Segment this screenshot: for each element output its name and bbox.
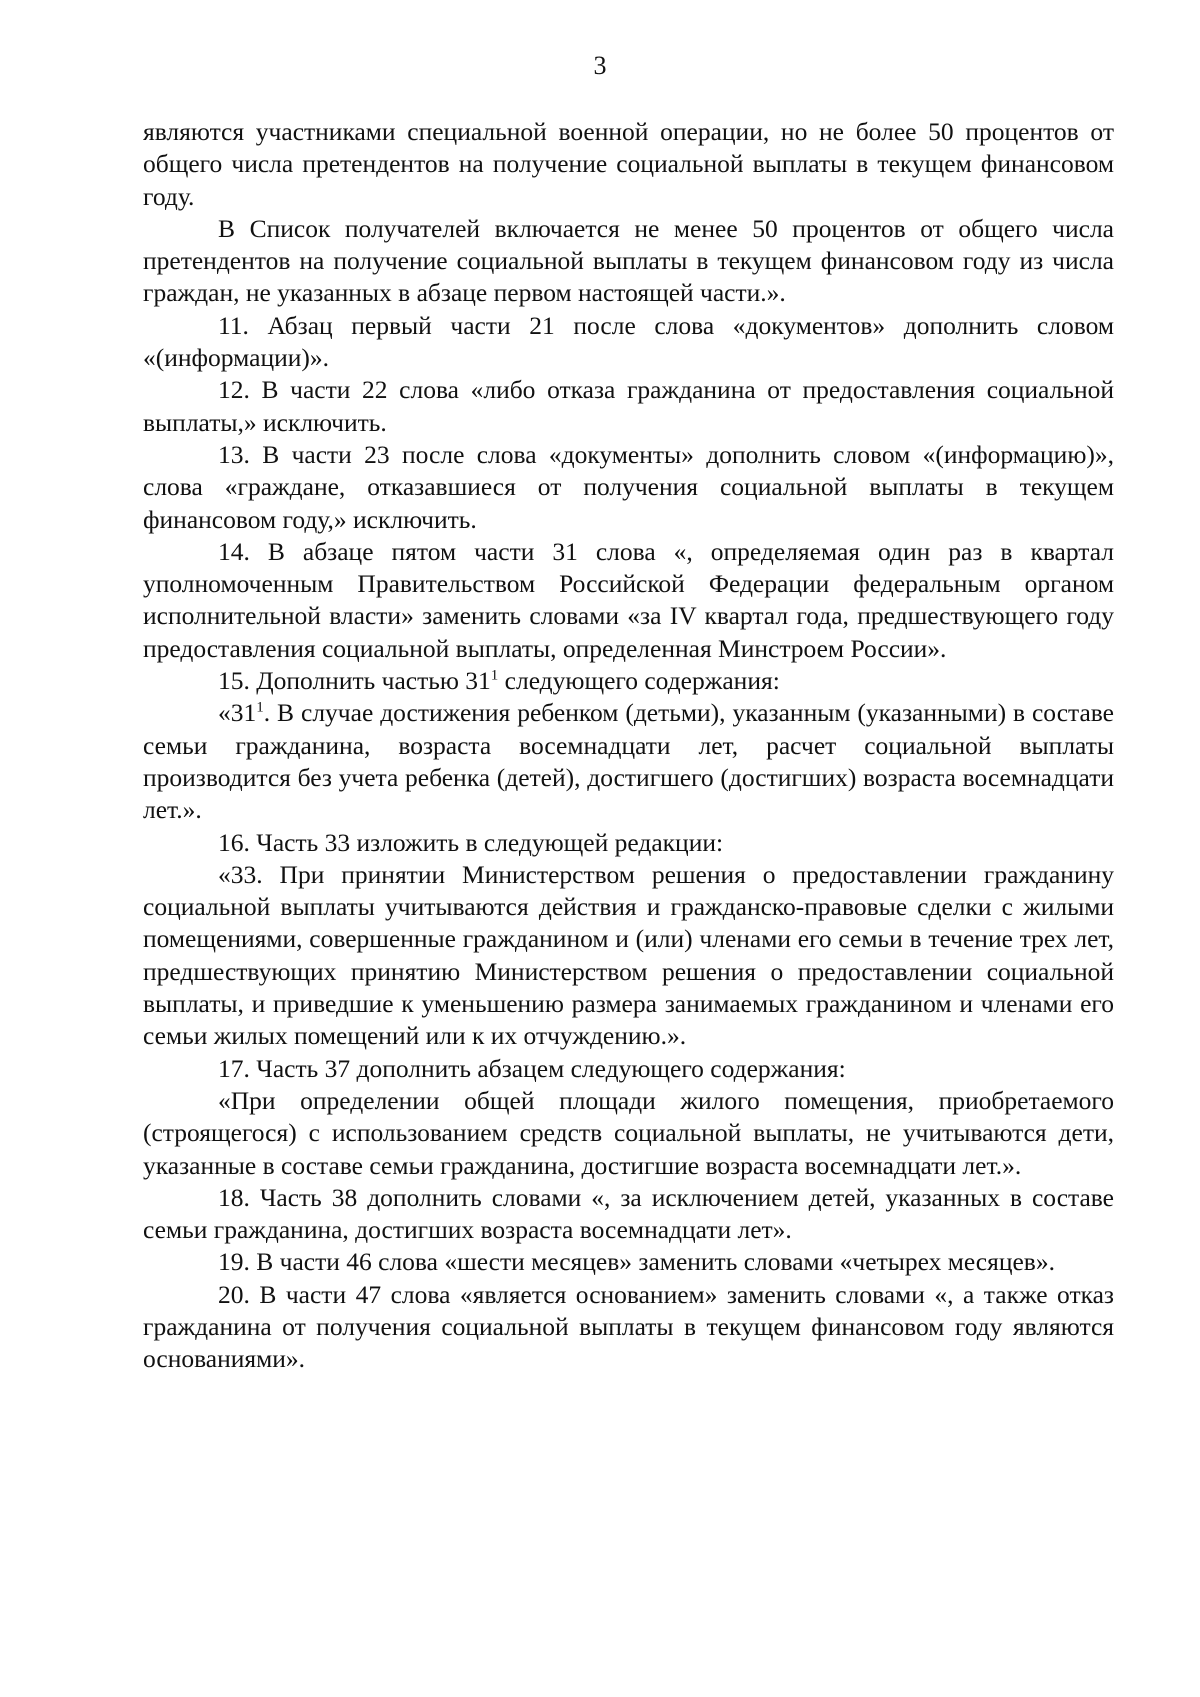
part-31-1-text-after: . В случае достижения ребенком (детьми), указанным (указанными) в составе семьи гражданина, возраста восемнадцати лет, расчет социальной выплаты производится без учета ребенка (детей), достигшего (достигших) возраста восемнадцати лет.».	[143, 698, 1114, 825]
document-body	[143, 116, 1114, 1376]
paragraph-item-14: 14. В абзаце пятом части 31 слова «, определяемая один раз в квартал уполномоченным Правительством Российской Федерации федеральным органом исполнительной власти» заменить словами «за IV квартал года, предшествующего году предоставления социальной выплаты, определенная Минстроем России».	[143, 536, 1114, 663]
paragraph-part-31-1	[143, 697, 1114, 826]
paragraph-continuation: являются участниками специальной военной операции, но не более 50 процентов от общего числа претендентов на получение социальной выплаты в текущем финансовом году.	[143, 117, 1114, 211]
paragraph-item-15	[143, 665, 1114, 697]
page-number: 3	[593, 51, 607, 80]
paragraph-part-37-addition: «При определении общей площади жилого помещения, приобретаемого (строящегося) с использованием средств социальной выплаты, не учитываются дети, указанные в составе семьи гражданина, достигшие возраста восемнадцати лет.».	[143, 1085, 1114, 1180]
item-15-text-before: 15. Дополнить частью 31	[218, 666, 491, 696]
item-15-superscript: 1	[490, 667, 499, 684]
part-31-1-superscript: 1	[256, 699, 264, 716]
paragraph-recipient-list: В Список получателей включается не менее 50 процентов от общего числа претендентов на получение социальной выплаты в текущем финансовом году из числа граждан, не указанных в абзаце первом настоящей части.».	[143, 213, 1114, 308]
paragraph-item-20: 20. В части 47 слова «является основанием» заменить словами «, а также отказ гражданина от получения социальной выплаты в текущем финансовом году являются основаниями».	[143, 1279, 1114, 1374]
paragraph-item-11: 11. Абзац первый части 21 после слова «документов» дополнить словом «(информации)».	[143, 310, 1114, 373]
paragraph-part-33: «33. При принятии Министерством решения о предоставлении гражданину социальной выплаты учитываются действия и гражданско-правовые сделки с жилыми помещениями, совершенные гражданином и (или) членами его семьи в течение трех лет, предшествующих принятию Министерством решения о предоставлении социальной выплаты, и приведшие к уменьшению размера занимаемых гражданином и членами его семьи жилых помещений или к их отчуждению.».	[143, 859, 1114, 1051]
paragraph-item-18: 18. Часть 38 дополнить словами «, за исключением детей, указанных в составе семьи гражданина, достигших возраста восемнадцати лет».	[143, 1182, 1114, 1245]
part-31-1-text-before: «31	[218, 698, 257, 728]
paragraph-item-19: 19. В части 46 слова «шести месяцев» заменить словами «четырех месяцев».	[218, 1247, 1055, 1277]
paragraph-item-17: 17. Часть 37 дополнить абзацем следующего содержания:	[218, 1053, 846, 1083]
paragraph-item-16: 16. Часть 33 изложить в следующей редакции:	[218, 827, 724, 857]
item-15-text-after: следующего содержания:	[498, 666, 780, 696]
paragraph-item-12: 12. В части 22 слова «либо отказа гражданина от предоставления социальной выплаты,» исключить.	[143, 375, 1114, 437]
paragraph-item-13: 13. В части 23 после слова «документы» дополнить словом «(информацию)», слова «граждане, отказавшиеся от получения социальной выплаты в текущем финансовом году,» исключить.	[143, 439, 1114, 534]
